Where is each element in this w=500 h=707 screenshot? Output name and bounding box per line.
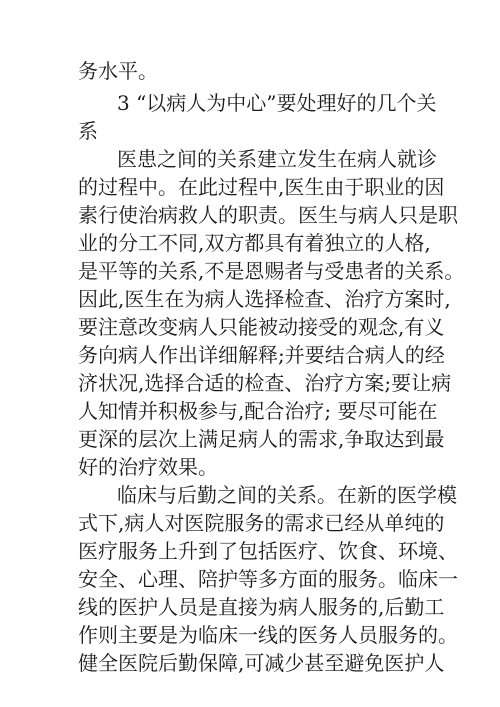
text-line: 医疗服务上升到了包括医疗、饮食、环境、 <box>78 539 458 563</box>
text-line: 因此,医生在为病人选择检查、治疗方案时, <box>78 287 451 311</box>
text-line: 好的治疗效果。 <box>78 455 218 479</box>
text-line: 健全医院后勤保障,可减少甚至避免医护人 <box>78 651 445 675</box>
paragraph-first-line: 医患之间的关系建立发生在病人就诊 <box>117 147 437 171</box>
text-line: 的过程中。在此过程中,医生由于职业的因 <box>78 175 445 199</box>
text-line: 作则主要是为临床一线的医务人员服务的。 <box>78 623 458 647</box>
paragraph-first-line: 临床与后勤之间的关系。在新的医学模 <box>117 483 457 507</box>
section-heading-continuation: 系 <box>78 119 98 143</box>
text-line: 线的医护人员是直接为病人服务的,后勤工 <box>78 595 445 619</box>
text-line: 业的分工不同,双方都具有着独立的人格, <box>78 231 431 255</box>
text-line: 务水平。 <box>78 59 158 83</box>
text-line: 更深的层次上满足病人的需求,争取达到最 <box>78 427 445 451</box>
text-line: 务向病人作出详细解释;并要结合病人的经 <box>78 343 445 367</box>
section-heading: 3 “以病人为中心”要处理好的几个关 <box>117 91 437 115</box>
text-line: 安全、心理、陪护等多方面的服务。临床一 <box>78 567 458 591</box>
text-line: 素行使治病救人的职责。医生与病人只是职 <box>78 203 458 227</box>
text-line: 式下,病人对医院服务的需求已经从单纯的 <box>78 511 445 535</box>
text-line: 要注意改变病人只能被动接受的观念,有义 <box>78 315 445 339</box>
text-line: 是平等的关系,不是恩赐者与受患者的关系。 <box>78 259 465 283</box>
text-line: 济状况,选择合适的检查、治疗方案;要让病 <box>78 371 452 395</box>
text-line: 人知情并积极参与,配合治疗; 要尽可能在 <box>78 399 438 423</box>
